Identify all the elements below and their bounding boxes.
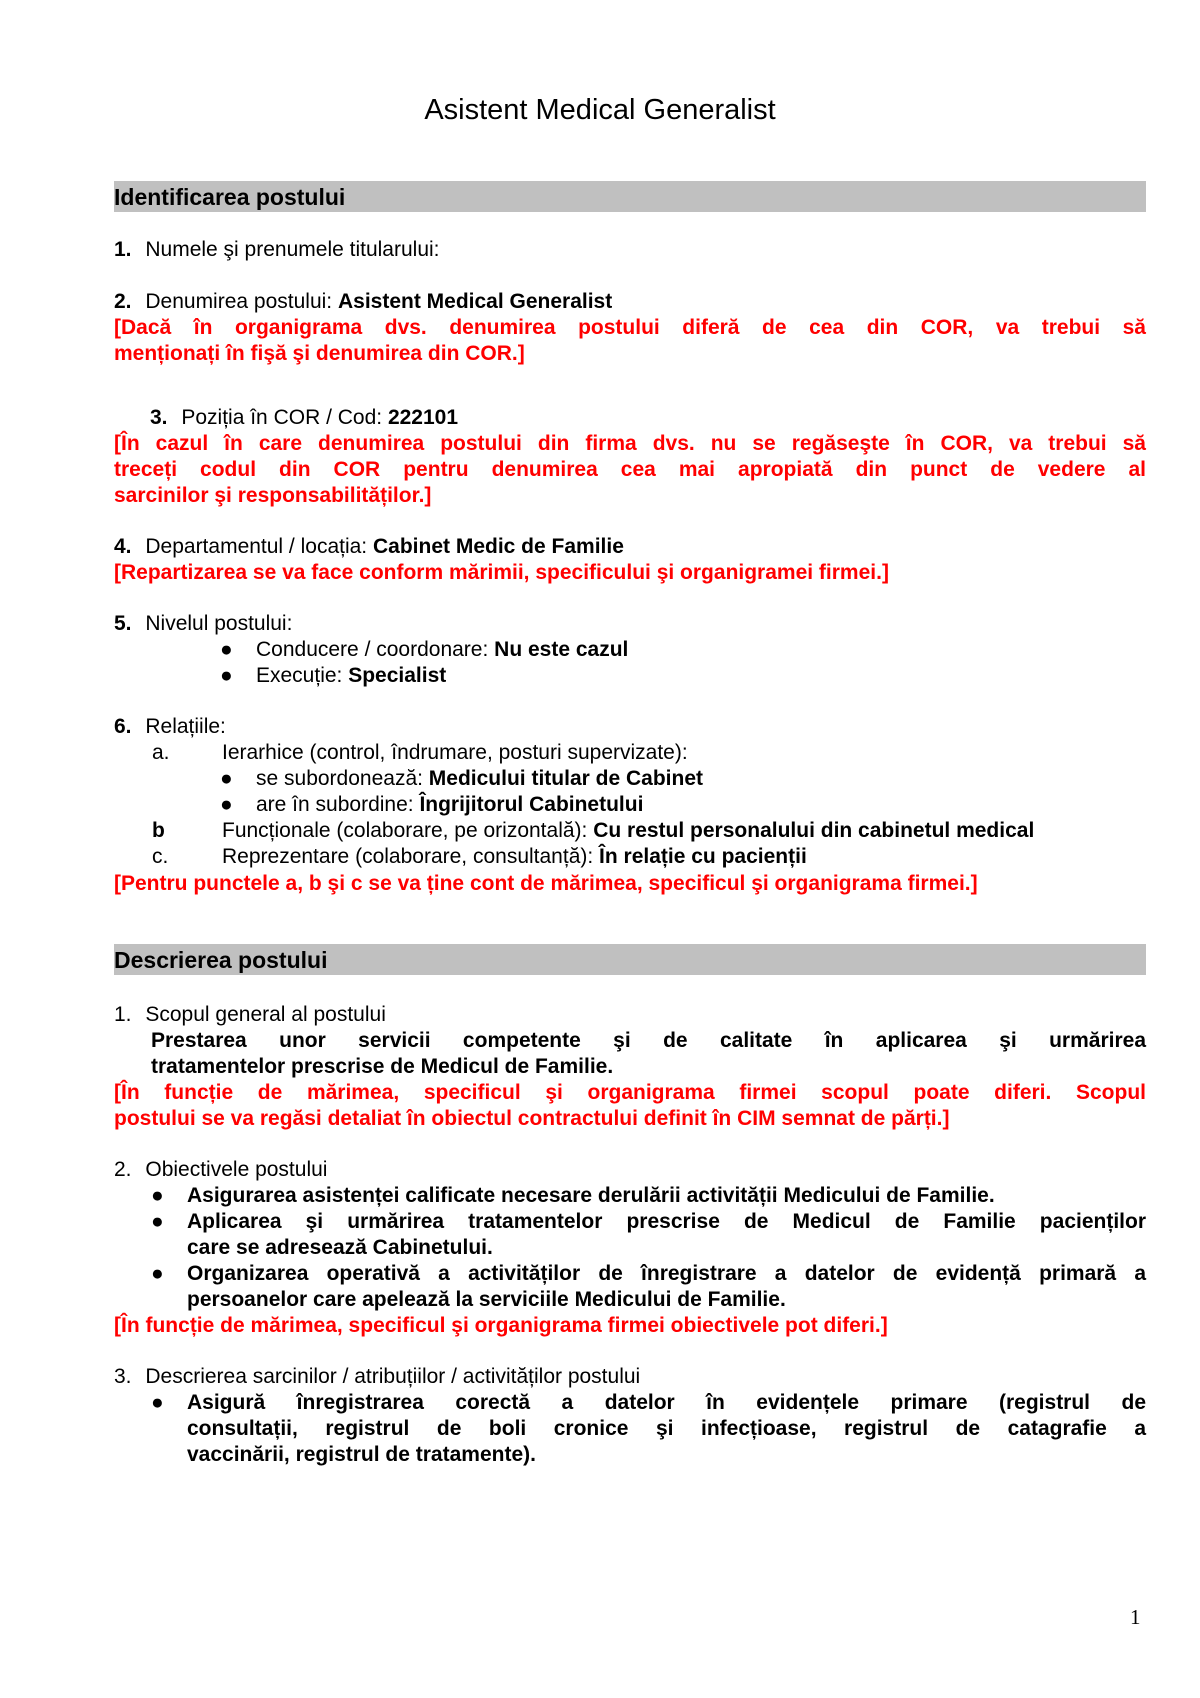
- note-scop-line2: postului se va regăsi detaliat în obiectul contractului definit în CIM semnat de părți.]: [114, 1107, 950, 1130]
- bullet-subordine: [220, 791, 1200, 819]
- item-label: Scopul general al postului: [145, 1003, 386, 1026]
- note-departament: [Repartizarea se va face conform mărimii, specificului şi organigramei firmei.]: [114, 561, 889, 584]
- item-label: Departamentul / locația:: [145, 535, 373, 558]
- obiectiv-3-line1: [151, 1260, 1146, 1288]
- sub-value: În relație cu pacienții: [599, 845, 807, 868]
- bullet-label: se subordonează:: [256, 767, 429, 790]
- obiectiv-2-line2: care se adresează Cabinetului.: [187, 1236, 493, 1259]
- item-number: 6.: [114, 715, 132, 738]
- relatii-b: [114, 817, 1146, 845]
- bullet-value: Nu este cazul: [494, 638, 629, 661]
- item-number: 1.: [114, 1003, 132, 1026]
- scop-value-line1: Prestarea unor servicii competente şi de calitate în aplicarea şi urmărirea: [151, 1029, 1146, 1052]
- obiectiv-1: [151, 1182, 1183, 1210]
- bullet-icon: ●: [220, 767, 233, 790]
- item-5-nivel: [114, 610, 1146, 638]
- note-cor-line2: treceți codul din COR pentru denumirea cea mai apropiată din punct de vedere al: [114, 458, 1146, 481]
- bullet-text: Asigură înregistrarea corectă a datelor în evidențele primare (registrul de: [187, 1391, 1146, 1414]
- note-denumire-line2: menționați în fişă şi denumirea din COR.]: [114, 342, 525, 365]
- item-value: 222101: [387, 406, 459, 429]
- item-1-titular: [114, 236, 1146, 264]
- note-cor-line3: sarcinilor şi responsabilităților.]: [114, 484, 432, 507]
- item-number: 2.: [114, 290, 132, 313]
- bullet-text: Organizarea operativă a activităților de înregistrare a datelor de evidență primară a: [187, 1262, 1146, 1285]
- bullet-icon: ●: [220, 664, 233, 687]
- page-number: 1: [1130, 1605, 1141, 1629]
- bullet-value: Medicului titular de Cabinet: [428, 767, 703, 790]
- bullet-icon: ●: [151, 1184, 164, 1207]
- sub-mark: c.: [152, 845, 169, 868]
- bullet-label: are în subordine:: [256, 793, 420, 816]
- note-scop-line1: [În funcție de mărimea, specificul şi organigrama firmei scopul poate diferi. Scopul: [114, 1081, 1146, 1104]
- bullet-icon: ●: [220, 638, 233, 661]
- sarcina-1-line3: vaccinării, registrul de tratamente).: [187, 1443, 536, 1466]
- item-number: 4.: [114, 535, 132, 558]
- item-label: Nivelul postului:: [145, 612, 293, 635]
- sub-value: Cu restul personalului din cabinetul medical: [593, 819, 1035, 842]
- sub-label: Reprezentare (colaborare, consultanță):: [222, 845, 600, 868]
- item-number: 3.: [114, 1365, 132, 1388]
- item-label: Denumirea postului:: [145, 290, 338, 313]
- item-4-departament: [114, 533, 1146, 561]
- note-relatii: [Pentru punctele a, b şi c se va ține cont de mărimea, specificul şi organigrama firmei.]: [114, 872, 978, 895]
- item-number: 2.: [114, 1158, 132, 1181]
- relatii-a: [114, 739, 1146, 767]
- item-3-cor: [150, 404, 1182, 432]
- bullet-executie: [220, 662, 1200, 690]
- item-number: 1.: [114, 238, 132, 261]
- item-label: Relațiile:: [145, 715, 226, 738]
- bullet-value: Îngrijitorul Cabinetului: [419, 793, 644, 816]
- sub-label: Funcționale (colaborare, pe orizontală):: [222, 819, 594, 842]
- sub-label: Ierarhice (control, îndrumare, posturi supervizate):: [222, 741, 688, 764]
- item-label: Numele şi prenumele titularului:: [145, 238, 440, 261]
- scop-value-line2: tratamentelor prescrise de Medicul de Familie.: [151, 1055, 614, 1078]
- note-denumire-line1: [Dacă în organigrama dvs. denumirea postului diferă de cea din COR, va trebui să: [114, 316, 1146, 339]
- relatii-c: [114, 843, 1146, 871]
- note-obiective: [În funcție de mărimea, specificul şi organigrama firmei obiectivele pot diferi.]: [114, 1314, 888, 1337]
- bullet-label: Conducere / coordonare:: [256, 638, 495, 661]
- bullet-label: Execuție:: [256, 664, 349, 687]
- bullet-icon: ●: [151, 1262, 164, 1285]
- item-6-relatii: [114, 713, 1146, 741]
- note-cor-line1: [În cazul în care denumirea postului din firma dvs. nu se regăseşte în COR, va trebui să: [114, 432, 1146, 455]
- sub-mark: a.: [152, 741, 170, 764]
- item-label: Obiectivele postului: [145, 1158, 328, 1181]
- obiectiv-2-line1: [151, 1208, 1146, 1236]
- bullet-icon: ●: [151, 1391, 164, 1414]
- sarcina-1-line1: [151, 1389, 1146, 1417]
- bullet-subordoneaza: [220, 765, 1200, 793]
- item-label: Descrierea sarcinilor / atribuțiilor / activităților postului: [145, 1365, 641, 1388]
- item-number: 3.: [150, 406, 168, 429]
- item-value: Cabinet Medic de Familie: [372, 535, 624, 558]
- document-title: Asistent Medical Generalist: [424, 94, 776, 126]
- bullet-text: Asigurarea asistenței calificate necesare derulării activității Medicului de Familie.: [187, 1184, 995, 1207]
- item-number: 5.: [114, 612, 132, 635]
- bullet-text: Aplicarea şi urmărirea tratamentelor prescrise de Medicul de Familie pacienților: [187, 1210, 1146, 1233]
- section-heading-descriere: Descrierea postului: [114, 944, 1146, 975]
- bullet-icon: ●: [220, 793, 233, 816]
- section-heading-identificare: Identificarea postului: [114, 181, 1146, 212]
- desc-item-2-obiective: [114, 1156, 1146, 1184]
- item-value: Asistent Medical Generalist: [337, 290, 613, 313]
- item-2-denumire: [114, 288, 1146, 316]
- desc-item-1-scop: [114, 1001, 1146, 1029]
- bullet-icon: ●: [151, 1210, 164, 1233]
- obiectiv-3-line2: persoanelor care apelează la serviciile Medicului de Familie.: [187, 1288, 786, 1311]
- sub-mark: b: [152, 819, 165, 842]
- item-label: Poziția în COR / Cod:: [181, 406, 388, 429]
- desc-item-3-sarcini: [114, 1363, 1146, 1391]
- sarcina-1-line2: consultații, registrul de boli cronice şi infecțioase, registrul de catagrafie a: [187, 1417, 1146, 1440]
- bullet-value: Specialist: [348, 664, 447, 687]
- bullet-conducere: [220, 636, 1200, 664]
